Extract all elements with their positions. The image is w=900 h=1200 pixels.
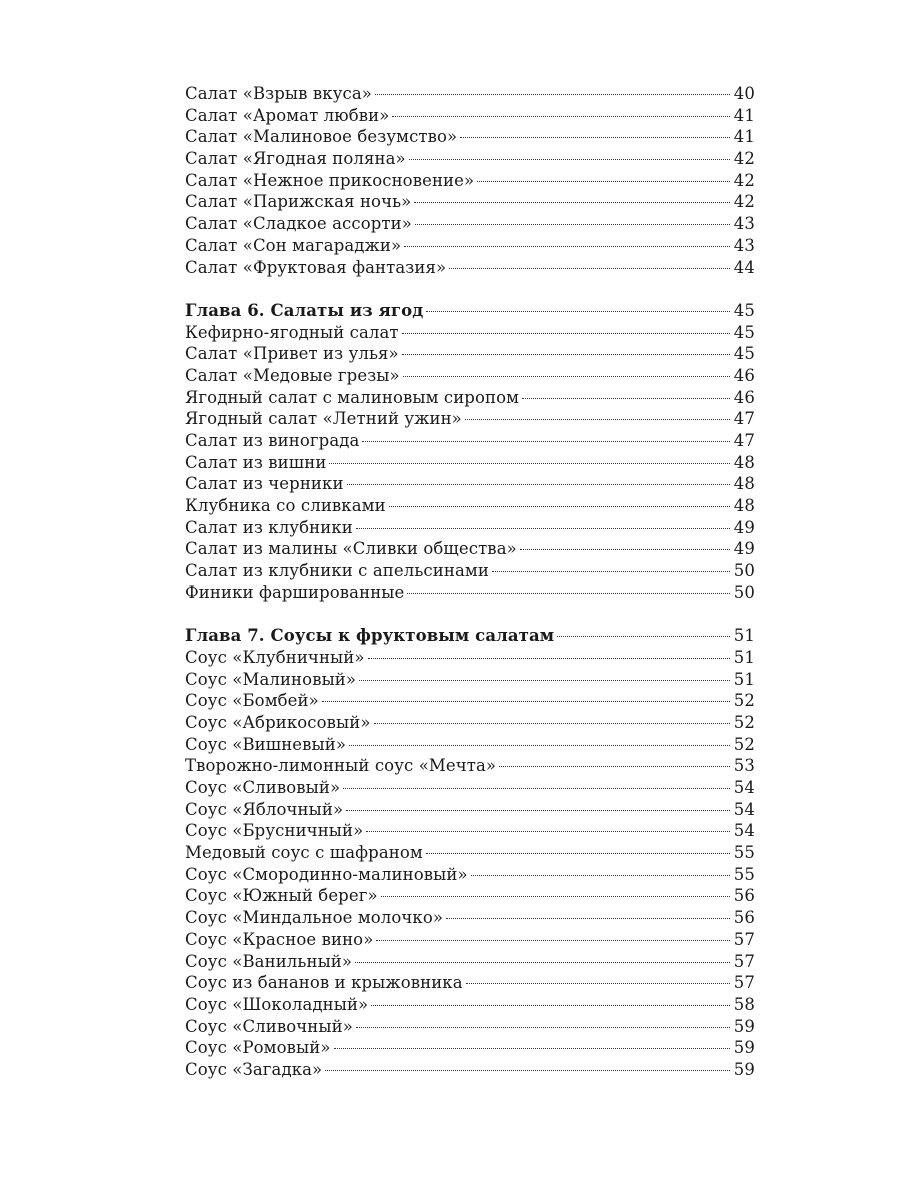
entry-title: Соус «Абрикосовый» [185,712,371,732]
toc-entry[interactable] [185,994,755,1016]
dot-leader [404,246,730,247]
page-number: 48 [733,474,755,494]
page-number: 55 [733,843,755,863]
entry-title: Соус «Сливочный» [185,1016,353,1036]
page-number: 56 [733,886,755,906]
dot-leader [343,788,730,789]
toc-entry[interactable] [185,517,755,539]
page-number: 50 [733,561,755,581]
page-number: 45 [733,344,755,364]
toc-entry[interactable] [185,864,755,886]
entry-title: Салат из клубники с апельсинами [185,561,489,581]
entry-title: Соус «Южный берег» [185,886,378,906]
page-number: 54 [733,821,755,841]
page-number: 58 [733,994,755,1014]
toc-entry[interactable] [185,365,755,387]
dot-leader [392,116,729,117]
toc-entry[interactable] [185,907,755,929]
dot-leader [522,398,730,399]
page-number: 57 [733,929,755,949]
dot-leader [356,528,730,529]
dot-leader [466,983,730,984]
entry-title: Медовый соус с шафраном [185,843,423,863]
page-number: 50 [733,582,755,602]
toc-entry[interactable] [185,799,755,821]
entry-title: Соус «Малиновый» [185,669,357,689]
page-number: 45 [733,322,755,342]
toc-entry[interactable] [185,191,755,213]
entry-title: Соус «Красное вино» [185,929,374,949]
toc-entry[interactable] [185,452,755,474]
page-number: 42 [733,170,755,190]
toc-entry[interactable] [185,777,755,799]
dot-leader [465,419,730,420]
entry-title: Салат «Малиновое безумство» [185,127,458,147]
entry-title: Салат «Нежное прикосновение» [185,170,475,190]
page-number: 51 [733,647,755,667]
toc-entry[interactable] [185,495,755,517]
page-number: 46 [733,387,755,407]
entry-title: Соус «Яблочный» [185,799,344,819]
page-number: 51 [733,669,755,689]
toc-entry[interactable] [185,387,755,409]
dot-leader [402,354,730,355]
entry-title: Салат из винограда [185,431,360,450]
toc-entry[interactable] [185,473,755,495]
dot-leader [334,1048,730,1049]
dot-leader [471,875,730,876]
page-number: 49 [733,539,755,559]
toc-entry[interactable] [185,842,755,864]
page-number: 43 [733,235,755,255]
entry-title: Салат «Парижская ночь» [185,192,412,212]
page-number: 47 [733,409,755,429]
dot-leader [349,745,730,746]
page-number: 56 [733,908,755,928]
dot-leader [356,1027,730,1028]
entry-title: Соус «Брусничный» [185,821,364,841]
toc-entry[interactable] [185,560,755,582]
entry-title: Соус «Ромовый» [185,1038,331,1058]
dot-leader [499,766,730,767]
page-number: 41 [733,105,755,125]
section-spacer [185,604,755,626]
entry-title: Ягодный салат с малиновым сиропом [185,387,520,407]
dot-leader [325,1070,730,1071]
entry-title: Ягодный салат «Летний ужин» [185,409,462,429]
page-number: 42 [733,149,755,169]
section-spacer [185,278,755,300]
toc-entry[interactable] [185,712,755,734]
toc-entry[interactable] [185,148,755,170]
page-number: 59 [733,1059,755,1079]
dot-leader [492,571,730,572]
page-number: 47 [733,431,755,450]
toc-entry[interactable] [185,1059,755,1081]
entry-title: Салат «Привет из улья» [185,344,399,364]
page-number: 49 [733,517,755,537]
toc-entry[interactable] [185,126,755,148]
dot-leader [557,636,730,637]
dot-leader [520,549,730,550]
dot-leader [366,831,729,832]
dot-leader [322,701,730,702]
page-number: 59 [733,1038,755,1058]
dot-leader [477,181,730,182]
dot-leader [389,506,730,507]
page-number: 43 [733,214,755,234]
dot-leader [346,810,730,811]
entry-title: Соус «Вишневый» [185,734,347,754]
entry-title: Соус «Загадка» [185,1059,323,1079]
toc-entry[interactable] [185,1037,755,1059]
entry-title: Салат «Ягодная поляна» [185,149,406,169]
dot-leader [359,680,730,681]
entry-title: Соус «Миндальное молочко» [185,908,444,928]
dot-leader [426,311,729,312]
entry-title: Финики фаршированные [185,582,405,602]
toc-entry[interactable] [185,257,755,279]
page-number: 45 [733,300,755,320]
page-number: 46 [733,365,755,385]
dot-leader [426,853,730,854]
entry-title: Соус «Клубничный» [185,647,365,667]
toc-entry[interactable] [185,755,755,777]
dot-leader [371,1005,730,1006]
page-number: 57 [733,973,755,993]
toc-entry[interactable] [185,647,755,669]
dot-leader [402,333,730,334]
entry-title: Соус «Смородинно-малиновый» [185,864,468,884]
dot-leader [403,376,730,377]
entry-title: Соус из бананов и крыжовника [185,973,463,993]
toc-entry[interactable] [185,538,755,560]
page-number: 48 [733,496,755,516]
page-number: 55 [733,864,755,884]
page-number: 42 [733,192,755,212]
toc-entry[interactable] [185,408,755,430]
dot-leader [362,441,729,442]
dot-leader [374,723,730,724]
dot-leader [414,202,729,203]
dot-leader [376,940,729,941]
page-number: 59 [733,1016,755,1036]
toc-entry[interactable] [185,820,755,842]
toc-entry[interactable] [185,430,755,452]
dot-leader [381,896,730,897]
page-number: 54 [733,799,755,819]
entry-title: Салат «Сон магараджи» [185,235,402,255]
entry-title: Салат из малины «Сливки общества» [185,539,517,559]
dot-leader [355,962,730,963]
toc-entry[interactable] [185,929,755,951]
entry-title: Салат «Медовые грезы» [185,365,400,385]
dot-leader [368,658,730,659]
page-number: 54 [733,778,755,797]
toc-chapter-heading[interactable] [185,300,755,322]
dot-leader [415,224,730,225]
toc-entry[interactable] [185,235,755,257]
toc-entry[interactable] [185,322,755,344]
dot-leader [375,94,730,95]
entry-title: Салат «Сладкое ассорти» [185,214,412,234]
chapter-title: Глава 6. Салаты из ягод [185,300,424,320]
page-number: 57 [733,951,755,971]
toc-entry[interactable] [185,734,755,756]
entry-title: Салат «Фруктовая фантазия» [185,257,447,277]
entry-title: Салат из вишни [185,452,327,472]
dot-leader [409,159,730,160]
toc-entry[interactable] [185,83,755,105]
dot-leader [347,484,730,485]
toc-entry[interactable] [185,669,755,691]
toc-entry[interactable] [185,1016,755,1038]
page-number: 52 [733,734,755,754]
entry-title: Творожно-лимонный соус «Мечта» [185,756,497,776]
entry-title: Кефирно-ягодный салат [185,322,399,342]
toc-entry[interactable] [185,690,755,712]
dot-leader [449,268,730,269]
toc-chapter-heading[interactable] [185,625,755,647]
entry-title: Соус «Сливовый» [185,778,341,797]
toc-entry[interactable] [185,105,755,127]
entry-title: Салат из клубники [185,517,353,537]
toc-entry[interactable] [185,213,755,235]
page-number: 40 [733,84,755,103]
entry-title: Соус «Ванильный» [185,951,353,971]
dot-leader [446,918,730,919]
page-number: 48 [733,452,755,472]
page-number: 41 [733,127,755,147]
toc-entry[interactable] [185,885,755,907]
entry-title: Салат из черники [185,474,344,494]
page-number: 53 [733,756,755,776]
entry-title: Соус «Бомбей» [185,691,319,711]
page-number: 52 [733,712,755,732]
toc-entry[interactable] [185,951,755,973]
chapter-title: Глава 7. Соусы к фруктовым салатам [185,626,555,646]
entry-title: Салат «Взрыв вкуса» [185,84,372,103]
entry-title: Салат «Аромат любви» [185,105,390,125]
entry-title: Соус «Шоколадный» [185,994,369,1014]
entry-title: Клубника со сливками [185,496,386,516]
page-number: 44 [733,257,755,277]
page-number: 52 [733,691,755,711]
dot-leader [329,463,729,464]
page-number: 51 [733,626,755,646]
dot-leader [460,137,730,138]
toc-entry[interactable] [185,582,755,604]
toc-entry[interactable] [185,972,755,994]
toc-entry[interactable] [185,170,755,192]
table-of-contents [185,83,755,1081]
dot-leader [407,593,729,594]
toc-entry[interactable] [185,343,755,365]
